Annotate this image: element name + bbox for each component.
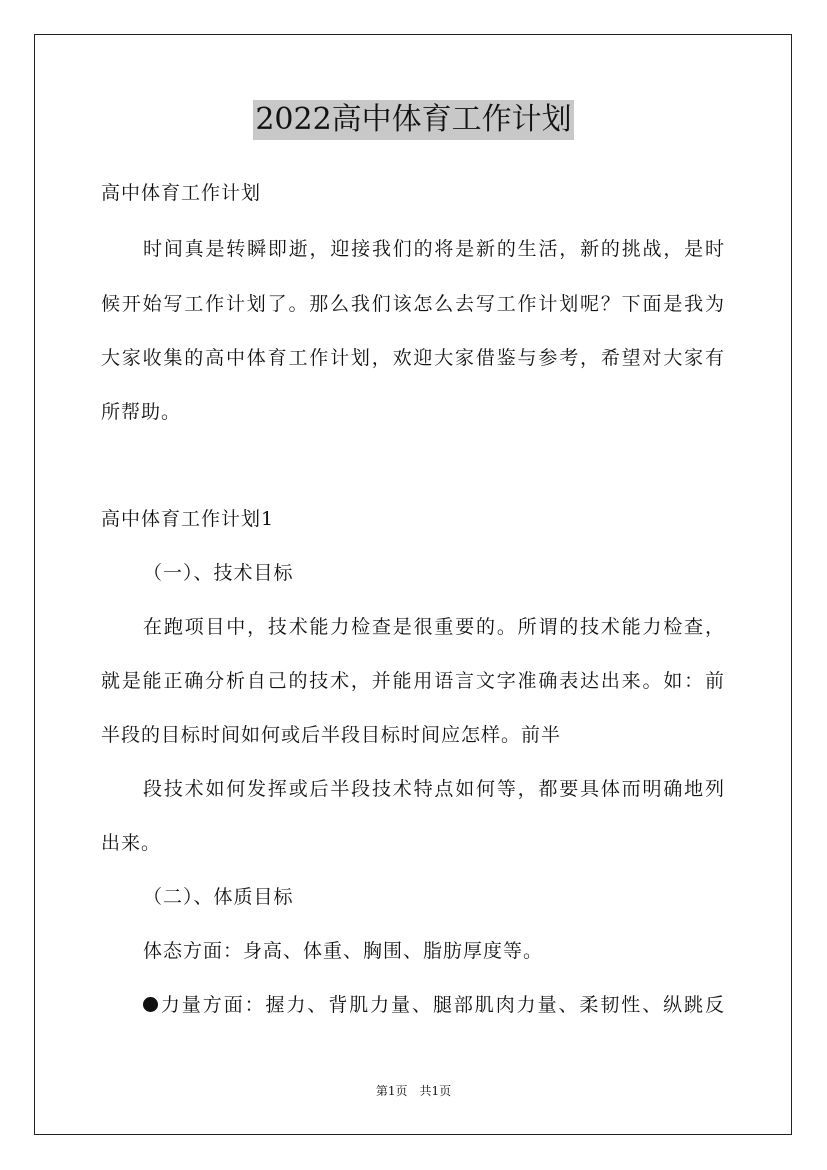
subsection-heading: （一）、技术目标 <box>143 562 294 584</box>
section-heading: 高中体育工作计划1 <box>101 508 275 530</box>
title-container <box>0 100 827 140</box>
intro-line: 时间真是转瞬即逝，迎接我们的将是新的生活，新的挑战，是时 <box>143 238 725 260</box>
paragraph-line: 在跑项目中，技术能力检查是很重要的。所谓的技术能力检查， <box>143 616 725 638</box>
page-footer: 第1页 共1页 <box>375 1084 452 1098</box>
document-title: 2022高中体育工作计划 <box>253 100 573 140</box>
paragraph-line-with-bullet <box>143 993 725 1017</box>
paragraph-line: 段技术如何发挥或后半段技术特点如何等，都要具体而明确地列 <box>143 778 725 800</box>
intro-line: 大家收集的高中体育工作计划，欢迎大家借鉴与参考，希望对大家有 <box>101 347 725 369</box>
paragraph-line: 半段的目标时间如何或后半段目标时间应怎样。前半 <box>101 724 562 746</box>
intro-line: 候开始写工作计划了。那么我们该怎么去写工作计划呢？下面是我为 <box>101 293 725 315</box>
paragraph-line: 体态方面：身高、体重、胸围、脂肪厚度等。 <box>143 940 544 962</box>
document-heading: 高中体育工作计划 <box>101 182 262 204</box>
paragraph-line: 出来。 <box>101 832 162 854</box>
paragraph-text: 力量方面：握力、背肌力量、腿部肌肉力量、柔韧性、纵跳反 <box>160 994 725 1016</box>
bullet-icon <box>143 997 158 1012</box>
paragraph-line: 就是能正确分析自己的技术，并能用语言文字准确表达出来。如：前 <box>101 670 725 692</box>
intro-line: 所帮助。 <box>101 401 182 423</box>
subsection-heading: （二）、体质目标 <box>143 886 294 908</box>
